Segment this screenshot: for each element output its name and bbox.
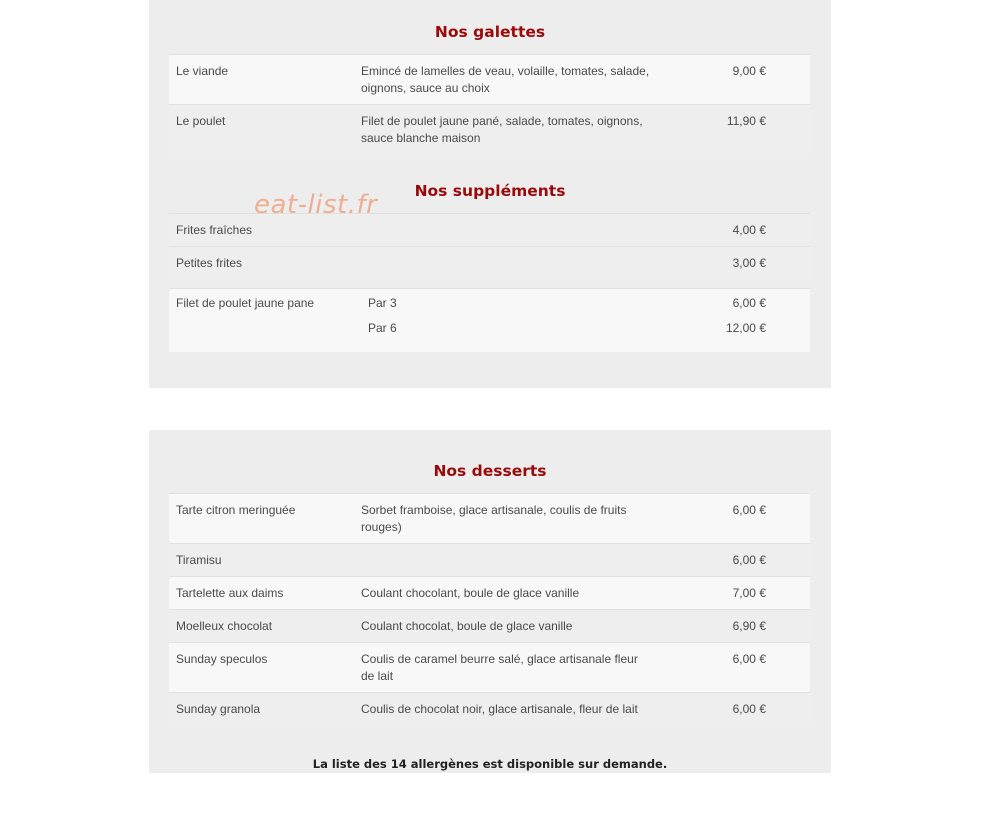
item-description	[361, 214, 713, 247]
table-row	[169, 693, 810, 726]
item-description-line: oignons, sauce au choix	[361, 81, 490, 95]
item-description	[361, 643, 713, 693]
item-description-line: de lait	[361, 669, 394, 683]
item-price: 6,00 €	[713, 643, 810, 693]
section-title-supplements: Nos suppléments	[414, 182, 566, 200]
item-description: Coulis de chocolat noir, glace artisanale, fleur de lait	[361, 693, 713, 726]
poulet-options-row	[169, 288, 810, 352]
item-price: 6,00 €	[713, 494, 810, 544]
item-price: 6,90 €	[713, 610, 810, 643]
table-row	[169, 610, 810, 643]
item-name: Tarte citron meringuée	[169, 494, 361, 544]
item-description-line: Coulis de caramel beurre salé, glace artisanale fleur	[361, 652, 638, 666]
option-label: Par 3	[368, 296, 397, 310]
table-row	[169, 544, 810, 577]
item-name: Moelleux chocolat	[169, 610, 361, 643]
supplements-table	[169, 213, 810, 279]
item-name: Frites fraîches	[169, 214, 361, 247]
item-name: Tartelette aux daims	[169, 577, 361, 610]
item-description	[361, 494, 713, 544]
menu-panel-galettes	[149, 0, 831, 388]
table-row	[169, 105, 810, 155]
item-name: Le viande	[169, 55, 361, 105]
item-price: 6,00 €	[713, 693, 810, 726]
item-name: Le poulet	[169, 105, 361, 155]
table-row	[169, 247, 810, 280]
option-price: 6,00 €	[732, 296, 766, 310]
item-name: Tiramisu	[169, 544, 361, 577]
item-description	[361, 55, 713, 105]
item-description	[361, 105, 713, 155]
item-description-line: rouges)	[361, 520, 402, 534]
item-price: 6,00 €	[713, 544, 810, 577]
galettes-table	[169, 54, 810, 154]
item-price: 7,00 €	[713, 577, 810, 610]
item-description-line: Sorbet framboise, glace artisanale, coulis de fruits	[361, 503, 627, 517]
item-name: Sunday speculos	[169, 643, 361, 693]
item-description-line: Emincé de lamelles de veau, volaille, tomates, salade,	[361, 64, 650, 78]
menu-panel-desserts	[149, 430, 831, 773]
item-description	[361, 247, 713, 280]
item-price: 9,00 €	[713, 55, 810, 105]
item-description	[361, 544, 713, 577]
desserts-table	[169, 493, 810, 725]
item-price: 4,00 €	[713, 214, 810, 247]
item-name: Filet de poulet jaune pane	[176, 296, 315, 310]
table-row	[169, 55, 810, 105]
section-title-desserts: Nos desserts	[433, 462, 547, 480]
item-name: Petites frites	[169, 247, 361, 280]
item-price: 3,00 €	[713, 247, 810, 280]
section-title-galettes: Nos galettes	[434, 23, 546, 41]
allergen-note: La liste des 14 allergènes est disponible sur demande.	[312, 757, 668, 771]
item-price: 11,90 €	[713, 105, 810, 155]
watermark-logo: eat-list.fr	[254, 190, 378, 220]
table-row	[169, 494, 810, 544]
option-price: 12,00 €	[725, 321, 766, 335]
item-description: Coulant chocolant, boule de glace vanille	[361, 577, 713, 610]
table-row	[169, 577, 810, 610]
table-row	[169, 643, 810, 693]
item-description-line: sauce blanche maison	[361, 131, 481, 145]
item-name: Sunday granola	[169, 693, 361, 726]
item-description-line: Filet de poulet jaune pané, salade, tomates, oignons,	[361, 114, 643, 128]
option-label: Par 6	[368, 321, 397, 335]
item-description: Coulant chocolat, boule de glace vanille	[361, 610, 713, 643]
